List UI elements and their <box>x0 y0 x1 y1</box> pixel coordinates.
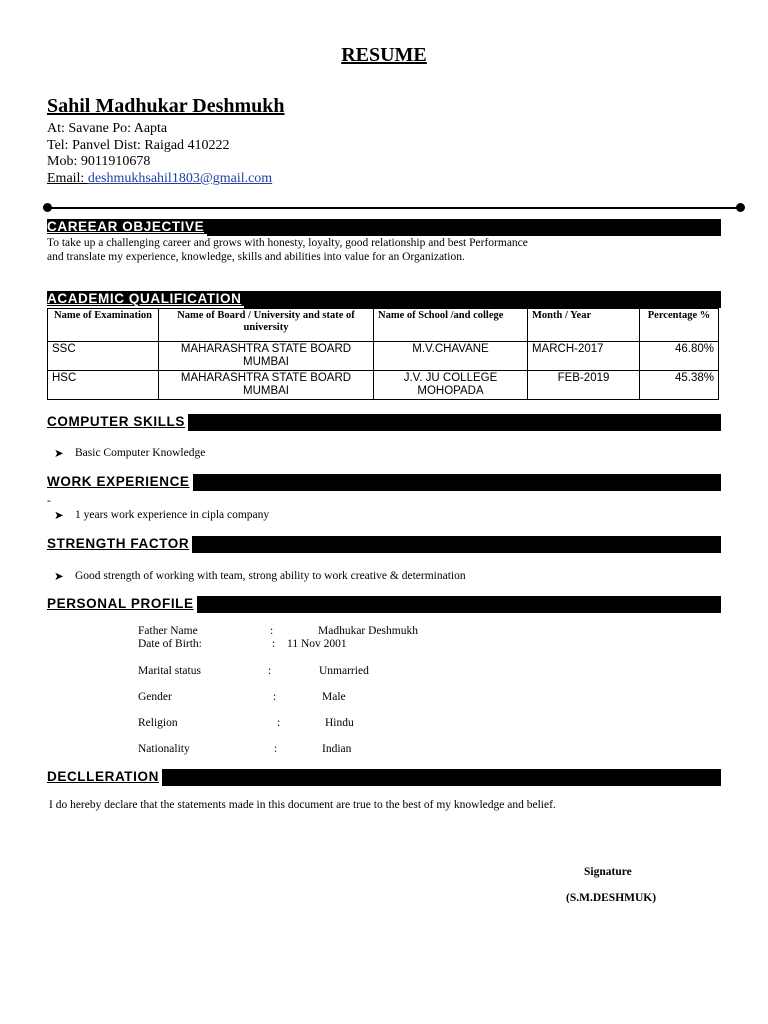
section-title-declaration: DECLLERATION <box>47 769 162 786</box>
declaration-text: I do hereby declare that the statements made in this document are true to the best of my knowledge and belief. <box>49 799 556 811</box>
strength-item: Good strength of working with team, strong ability to work creative & determination <box>75 570 466 582</box>
academic-table <box>47 308 719 400</box>
section-bar-declaration <box>47 769 721 786</box>
profile-value: Male <box>322 691 346 703</box>
profile-colon: : <box>268 665 272 677</box>
tel-line: Tel: Panvel Dist: Raigad 410222 <box>47 138 230 153</box>
cell-school: J.V. JU COLLEGE MOHOPADA <box>374 371 528 400</box>
profile-colon: : <box>273 691 277 703</box>
profile-colon: : <box>272 638 276 650</box>
col-header-school: Name of School /and college <box>374 309 528 342</box>
cell-board: MAHARASHTRA STATE BOARD MUMBAI <box>159 342 374 371</box>
work-experience-item: 1 years work experience in cipla company <box>75 509 270 521</box>
computer-skill-item: Basic Computer Knowledge <box>75 447 206 459</box>
profile-label: Date of Birth: <box>138 638 202 650</box>
cell-exam: SSC <box>48 342 159 371</box>
profile-value: Unmarried <box>319 665 369 677</box>
col-header-percentage: Percentage % <box>640 309 719 342</box>
profile-value: Hindu <box>325 717 354 729</box>
col-header-exam: Name of Examination <box>48 309 159 342</box>
section-title-work: WORK EXPERIENCE <box>47 474 193 491</box>
profile-label: Nationality <box>138 743 190 755</box>
table-header-row <box>48 309 719 342</box>
header-divider <box>47 207 741 209</box>
profile-colon: : <box>274 743 278 755</box>
profile-value: Indian <box>322 743 352 755</box>
candidate-name: Sahil Madhukar Deshmukh <box>47 95 285 117</box>
email-label: Email: <box>47 171 88 186</box>
col-header-board: Name of Board / University and state of university <box>159 309 374 342</box>
arrow-bullet-icon: ➤ <box>54 510 64 522</box>
section-bar-personal <box>47 596 721 613</box>
profile-label: Marital status <box>138 665 201 677</box>
cell-month: FEB-2019 <box>528 371 640 400</box>
profile-colon: : <box>270 625 274 637</box>
profile-label: Religion <box>138 717 178 729</box>
mobile-line: Mob: 9011910678 <box>47 154 151 169</box>
cell-percentage: 45.38% <box>640 371 719 400</box>
profile-value: 11 Nov 2001 <box>287 638 347 650</box>
section-bar-strength <box>47 536 721 553</box>
resume-title: RESUME <box>341 44 427 66</box>
cell-school: M.V.CHAVANE <box>374 342 528 371</box>
email-link[interactable]: deshmukhsahil1803@gmail.com <box>87 171 273 186</box>
col-header-month: Month / Year <box>528 309 640 342</box>
section-title-objective: CAREEAR OBJECTIVE <box>47 219 207 236</box>
address-line: At: Savane Po: Aapta <box>47 121 168 136</box>
profile-label: Father Name <box>138 625 198 637</box>
profile-value: Madhukar Deshmukh <box>318 625 418 637</box>
arrow-bullet-icon: ➤ <box>54 448 64 460</box>
section-bar-work <box>47 474 721 491</box>
section-title-computer: COMPUTER SKILLS <box>47 414 188 431</box>
table-row <box>48 342 719 371</box>
signature-label: Signature <box>584 866 632 878</box>
section-bar-objective <box>47 219 721 236</box>
signature-name: (S.M.DESHMUK) <box>566 892 657 904</box>
cell-exam: HSC <box>48 371 159 400</box>
table-row <box>48 371 719 400</box>
cell-board: MAHARASHTRA STATE BOARD MUMBAI <box>159 371 374 400</box>
profile-label: Gender <box>138 691 172 703</box>
arrow-bullet-icon: ➤ <box>54 571 64 583</box>
section-title-strength: STRENGTH FACTOR <box>47 536 192 553</box>
cell-percentage: 46.80% <box>640 342 719 371</box>
email-line <box>47 171 272 187</box>
section-bar-computer <box>47 414 721 431</box>
objective-text: To take up a challenging career and grows with honesty, loyalty, good relationship and best Performance and translate my experience, knowledge, skills and abilities into value for an Organization. <box>47 237 528 263</box>
work-dash: - <box>47 495 51 507</box>
cell-month: MARCH-2017 <box>528 342 640 371</box>
rule-dot-right <box>736 203 745 212</box>
section-bar-academic <box>47 291 721 308</box>
section-title-academic: ACADEMIC QUALIFICATION <box>47 291 244 308</box>
section-title-personal: PERSONAL PROFILE <box>47 596 197 613</box>
profile-colon: : <box>277 717 281 729</box>
